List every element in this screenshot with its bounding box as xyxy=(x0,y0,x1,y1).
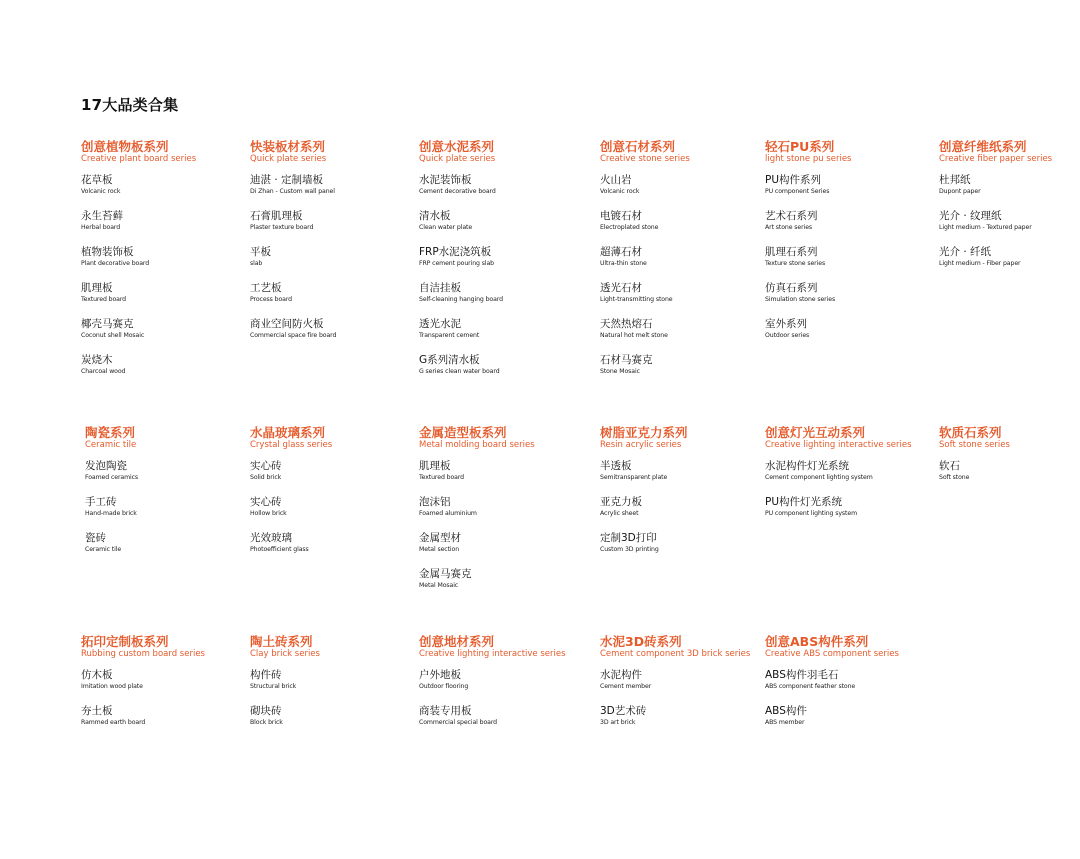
item-name-zh: 砌块砖 xyxy=(250,705,282,717)
item-list xyxy=(600,669,765,741)
category-subtitle: Creative lighting interactive series xyxy=(419,649,566,659)
item-name-zh: 实心砖 xyxy=(250,460,282,472)
list-item xyxy=(419,532,584,568)
item-list xyxy=(765,174,930,354)
category-title: 金属造型板系列 xyxy=(419,425,507,440)
item-name-zh: 石膏肌理板 xyxy=(250,210,303,222)
list-item xyxy=(765,282,930,318)
item-name-en: Clean water plate xyxy=(419,224,473,231)
item-name-zh: 3D艺术砖 xyxy=(600,705,647,717)
list-item xyxy=(250,282,415,318)
list-item xyxy=(250,460,415,496)
item-name-zh: G系列清水板 xyxy=(419,354,480,366)
item-name-zh: 仿木板 xyxy=(81,669,113,681)
item-name-en: 3D art brick xyxy=(600,719,636,726)
category-block xyxy=(600,634,765,741)
list-item xyxy=(765,669,930,705)
category-block xyxy=(81,634,246,741)
category-subtitle: light stone pu series xyxy=(765,154,852,164)
category-title: 创意植物板系列 xyxy=(81,139,169,154)
item-name-zh: 仿真石系列 xyxy=(765,282,818,294)
item-name-en: Solid brick xyxy=(250,474,282,481)
list-item xyxy=(939,174,1080,210)
item-name-zh: 光介 · 纤纸 xyxy=(939,246,992,258)
list-item xyxy=(419,246,584,282)
item-name-zh: 石材马赛克 xyxy=(600,354,653,366)
list-item xyxy=(81,174,246,210)
item-list xyxy=(250,669,415,741)
list-item xyxy=(765,246,930,282)
item-name-en: Hand-made brick xyxy=(85,510,137,517)
list-item xyxy=(81,282,246,318)
item-name-en: Natural hot melt stone xyxy=(600,332,668,339)
list-item xyxy=(600,496,765,532)
list-item xyxy=(81,354,246,390)
category-block xyxy=(81,139,246,390)
category-title: 创意水泥系列 xyxy=(419,139,495,154)
item-name-en: Volcanic rock xyxy=(600,188,640,195)
category-subtitle: Rubbing custom board series xyxy=(81,649,205,659)
category-subtitle: Cement component 3D brick series xyxy=(600,649,751,659)
item-name-en: Outdoor series xyxy=(765,332,810,339)
list-item xyxy=(85,496,250,532)
item-name-zh: 定制3D打印 xyxy=(600,532,657,544)
item-name-en: PU component Series xyxy=(765,188,830,195)
item-name-zh: 室外系列 xyxy=(765,318,807,330)
list-item xyxy=(250,496,415,532)
item-name-en: Ultra-thin stone xyxy=(600,260,647,267)
category-title: 创意ABS构件系列 xyxy=(765,634,869,649)
list-item xyxy=(765,210,930,246)
item-list xyxy=(600,174,765,390)
list-item xyxy=(250,532,415,568)
list-item xyxy=(600,354,765,390)
item-name-en: PU component lighting system xyxy=(765,510,858,517)
list-item xyxy=(600,210,765,246)
category-title: 创意石材系列 xyxy=(600,139,676,154)
item-list xyxy=(419,460,584,604)
item-name-en: Cement component lighting system xyxy=(765,474,873,481)
item-name-en: Charcoal wood xyxy=(81,368,126,375)
item-name-zh: 瓷砖 xyxy=(85,532,106,544)
item-name-zh: 永生苔藓 xyxy=(81,210,123,222)
item-name-en: Textured board xyxy=(81,296,127,303)
item-name-en: Cement decorative board xyxy=(419,188,496,195)
list-item xyxy=(939,210,1080,246)
item-name-zh: 椰壳马赛克 xyxy=(81,318,134,330)
category-block xyxy=(939,139,1080,282)
item-name-en: Rammed earth board xyxy=(81,719,146,726)
item-list xyxy=(765,669,930,741)
item-list xyxy=(250,460,415,568)
item-name-zh: 发泡陶瓷 xyxy=(85,460,127,472)
list-item xyxy=(765,705,930,741)
item-name-en: Commercial special board xyxy=(419,719,497,726)
category-subtitle: Quick plate series xyxy=(419,154,496,164)
item-name-zh: ABS构件 xyxy=(765,705,807,717)
list-item xyxy=(765,318,930,354)
item-name-zh: 实心砖 xyxy=(250,496,282,508)
item-name-zh: 构件砖 xyxy=(250,669,282,681)
item-name-zh: 水泥构件灯光系统 xyxy=(765,460,849,472)
item-name-zh: 商业空间防火板 xyxy=(250,318,324,330)
item-name-en: Plant decorative board xyxy=(81,260,150,267)
item-name-en: Semitransparent plate xyxy=(600,474,668,481)
category-block xyxy=(600,425,765,568)
item-list xyxy=(765,460,930,532)
item-name-zh: 杜邦纸 xyxy=(939,174,971,186)
item-name-en: Custom 3D printing xyxy=(600,546,659,553)
category-title: 创意灯光互动系列 xyxy=(765,425,866,440)
item-name-zh: 植物装饰板 xyxy=(81,246,134,258)
item-name-en: Light medium - Fiber paper xyxy=(939,260,1021,267)
item-name-en: Structural brick xyxy=(250,683,297,690)
item-name-zh: 半透板 xyxy=(600,460,632,472)
list-item xyxy=(600,282,765,318)
item-name-en: Metal Mosaic xyxy=(419,582,459,589)
item-name-en: G series clean water board xyxy=(419,368,500,375)
list-item xyxy=(81,246,246,282)
category-title: 创意地材系列 xyxy=(419,634,495,649)
item-name-zh: FRP水泥浇筑板 xyxy=(419,246,492,258)
item-name-en: Soft stone xyxy=(939,474,970,481)
item-name-zh: 肌理石系列 xyxy=(765,246,818,258)
category-title: 软质石系列 xyxy=(939,425,1002,440)
item-name-en: Self-cleaning hanging board xyxy=(419,296,503,303)
category-block xyxy=(765,139,930,354)
category-block xyxy=(765,425,930,532)
category-block xyxy=(85,425,250,568)
item-name-zh: 平板 xyxy=(250,246,271,258)
item-name-en: Simulation stone series xyxy=(765,296,836,303)
list-item xyxy=(765,174,930,210)
item-name-zh: 工艺板 xyxy=(250,282,282,294)
list-item xyxy=(419,496,584,532)
item-list xyxy=(419,669,584,741)
item-name-zh: 肌理板 xyxy=(81,282,113,294)
item-name-zh: 夯土板 xyxy=(81,705,113,717)
category-subtitle: Clay brick series xyxy=(250,649,320,659)
list-item xyxy=(419,669,584,705)
item-name-en: Plaster texture board xyxy=(250,224,314,231)
list-item xyxy=(85,532,250,568)
item-name-zh: 自洁挂板 xyxy=(419,282,461,294)
item-name-en: Di Zhan - Custom wall panel xyxy=(250,188,335,195)
item-name-en: Acrylic sheet xyxy=(600,510,639,517)
category-block xyxy=(600,139,765,390)
list-item xyxy=(81,210,246,246)
category-title: 陶瓷系列 xyxy=(85,425,136,440)
item-name-zh: PU构件灯光系统 xyxy=(765,496,843,508)
item-name-en: Imitation wood plate xyxy=(81,683,143,690)
category-subtitle: Ceramic tile xyxy=(85,440,137,450)
item-name-en: Metal section xyxy=(419,546,460,553)
category-subtitle: Quick plate series xyxy=(250,154,327,164)
list-item xyxy=(250,669,415,705)
item-name-en: ABS member xyxy=(765,719,805,726)
item-name-en: Photoefficient glass xyxy=(250,546,309,553)
list-item xyxy=(600,460,765,496)
item-name-zh: 商装专用板 xyxy=(419,705,472,717)
list-item xyxy=(250,318,415,354)
list-item xyxy=(419,705,584,741)
item-name-en: Light-transmitting stone xyxy=(600,296,673,303)
item-name-zh: 肌理板 xyxy=(419,460,451,472)
list-item xyxy=(85,460,250,496)
list-item xyxy=(250,705,415,741)
item-name-en: slab xyxy=(250,260,263,267)
item-name-en: Dupont paper xyxy=(939,188,981,195)
item-name-zh: 水泥构件 xyxy=(600,669,642,681)
item-name-zh: 金属型材 xyxy=(419,532,461,544)
list-item xyxy=(939,246,1080,282)
list-item xyxy=(250,174,415,210)
list-item xyxy=(81,669,246,705)
category-title: 拓印定制板系列 xyxy=(81,634,169,649)
category-subtitle: Creative ABS component series xyxy=(765,649,899,659)
category-subtitle: Creative plant board series xyxy=(81,154,197,164)
item-name-zh: 超薄石材 xyxy=(600,246,642,258)
item-name-en: Texture stone series xyxy=(765,260,826,267)
item-name-zh: 手工砖 xyxy=(85,496,117,508)
item-name-zh: 迪湛 · 定制墙板 xyxy=(250,174,324,186)
list-item xyxy=(600,174,765,210)
item-name-en: Coconut shell Mosaic xyxy=(81,332,145,339)
item-list xyxy=(81,669,246,741)
item-name-en: Electroplated stone xyxy=(600,224,659,231)
item-name-en: Volcanic rock xyxy=(81,188,121,195)
item-name-zh: PU构件系列 xyxy=(765,174,822,186)
category-subtitle: Soft stone series xyxy=(939,440,1010,450)
item-name-zh: 火山岩 xyxy=(600,174,632,186)
list-item xyxy=(600,318,765,354)
item-name-zh: 光效玻璃 xyxy=(250,532,292,544)
item-name-zh: 亚克力板 xyxy=(600,496,642,508)
item-list xyxy=(81,174,246,390)
category-block xyxy=(250,634,415,741)
category-block xyxy=(419,425,584,604)
list-item xyxy=(419,282,584,318)
list-item xyxy=(600,246,765,282)
item-name-en: Commercial space fire board xyxy=(250,332,337,339)
item-name-zh: 炭烧木 xyxy=(81,354,113,366)
category-block xyxy=(419,139,584,390)
item-name-en: Transparent cement xyxy=(419,332,480,339)
item-name-zh: 光介 · 纹理纸 xyxy=(939,210,1002,222)
item-name-en: Foamed ceramics xyxy=(85,474,139,481)
item-list xyxy=(250,174,415,354)
item-name-zh: 天然热熔石 xyxy=(600,318,653,330)
item-name-zh: 金属马赛克 xyxy=(419,568,472,580)
item-list xyxy=(939,174,1080,282)
list-item xyxy=(939,460,1080,496)
item-name-zh: 透光水泥 xyxy=(419,318,461,330)
list-item xyxy=(600,705,765,741)
item-name-zh: 软石 xyxy=(939,460,960,472)
category-title: 水晶玻璃系列 xyxy=(250,425,326,440)
category-block xyxy=(250,139,415,354)
item-name-zh: 透光石材 xyxy=(600,282,642,294)
list-item xyxy=(250,246,415,282)
list-item xyxy=(765,496,930,532)
item-list xyxy=(939,460,1080,496)
list-item xyxy=(419,354,584,390)
category-subtitle: Resin acrylic series xyxy=(600,440,682,450)
item-name-en: Light medium - Textured paper xyxy=(939,224,1032,231)
item-name-en: Foamed aluminium xyxy=(419,510,477,517)
item-name-en: Block brick xyxy=(250,719,283,726)
category-block xyxy=(939,425,1080,496)
list-item xyxy=(419,568,584,604)
item-list xyxy=(600,460,765,568)
category-block xyxy=(765,634,930,741)
item-name-zh: 户外地板 xyxy=(419,669,461,681)
item-name-en: Herbal board xyxy=(81,224,121,231)
item-name-zh: 花草板 xyxy=(81,174,113,186)
category-subtitle: Creative stone series xyxy=(600,154,690,164)
item-name-en: Process board xyxy=(250,296,293,303)
list-item xyxy=(81,705,246,741)
category-subtitle: Crystal glass series xyxy=(250,440,333,450)
category-title: 陶土砖系列 xyxy=(250,634,313,649)
category-title: 树脂亚克力系列 xyxy=(600,425,688,440)
item-name-en: FRP cement pouring slab xyxy=(419,260,494,267)
item-list xyxy=(419,174,584,390)
category-subtitle: Creative fiber paper series xyxy=(939,154,1053,164)
category-title: 轻石PU系列 xyxy=(765,139,835,154)
page-title: 17大品类合集 xyxy=(81,96,179,114)
item-name-zh: 电镀石材 xyxy=(600,210,642,222)
list-item xyxy=(419,174,584,210)
list-item xyxy=(419,460,584,496)
item-name-en: Stone Mosaic xyxy=(600,368,640,375)
category-title: 水泥3D砖系列 xyxy=(600,634,682,649)
category-title: 创意纤维纸系列 xyxy=(939,139,1027,154)
list-item xyxy=(419,318,584,354)
list-item xyxy=(765,460,930,496)
category-title: 快装板材系列 xyxy=(250,139,326,154)
item-name-en: Hollow brick xyxy=(250,510,287,517)
category-block xyxy=(419,634,584,741)
item-name-zh: 水泥装饰板 xyxy=(419,174,472,186)
item-name-en: Ceramic tile xyxy=(85,546,122,553)
item-list xyxy=(85,460,250,568)
item-name-zh: ABS构件羽毛石 xyxy=(765,669,839,681)
item-name-zh: 艺术石系列 xyxy=(765,210,818,222)
category-subtitle: Creative lighting interactive series xyxy=(765,440,912,450)
list-item xyxy=(600,669,765,705)
item-name-en: Art stone series xyxy=(765,224,813,231)
item-name-en: Cement member xyxy=(600,683,652,690)
category-subtitle: Metal molding board series xyxy=(419,440,535,450)
list-item xyxy=(419,210,584,246)
item-name-en: ABS component feather stone xyxy=(765,683,856,690)
item-name-en: Textured board xyxy=(419,474,465,481)
list-item xyxy=(600,532,765,568)
item-name-en: Outdoor flooring xyxy=(419,683,469,690)
item-name-zh: 泡沫铝 xyxy=(419,496,451,508)
list-item xyxy=(81,318,246,354)
list-item xyxy=(250,210,415,246)
category-block xyxy=(250,425,415,568)
item-name-zh: 清水板 xyxy=(419,210,451,222)
